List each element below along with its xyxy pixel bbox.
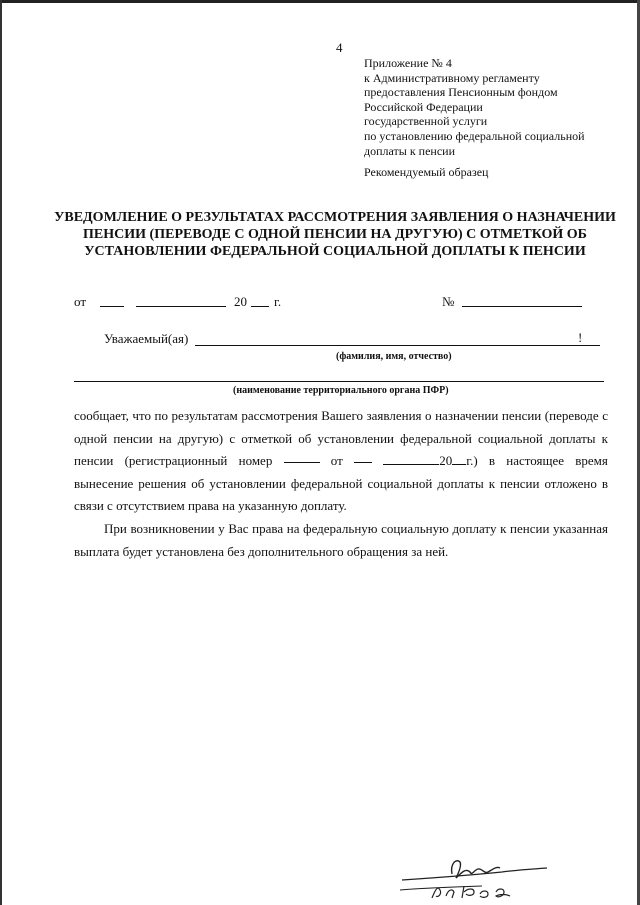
word: настоящее [506, 453, 565, 469]
paragraph-line: одной пенсии на другую) с отметкой об установлении федеральной социальной доплаты к [74, 430, 608, 446]
word: г.) [466, 453, 478, 469]
paragraph-line: вынесение решения об установлении федеральной социальной доплаты к пенсии отложено в [74, 475, 608, 491]
appendix-header [364, 56, 624, 158]
number-label: № [442, 294, 455, 309]
paragraph-line: сообщает, что по результатам рассмотрения Вашего заявления о назначении пенсии (переводе с [74, 408, 608, 423]
paragraph-line: При возникновении у Вас права на федеральную социальную доплату к пенсии указанная [104, 521, 608, 536]
app-year-blank[interactable] [452, 452, 466, 465]
appendix-line: доплаты к пенсии [364, 143, 456, 158]
appendix-line: Приложение № 4 [364, 56, 452, 70]
year-prefix: 20 [234, 294, 247, 309]
scan-edge-top [0, 0, 640, 3]
year-suffix: г. [274, 294, 282, 309]
app-month-blank[interactable] [383, 452, 439, 465]
appendix-line: к Административному регламенту [364, 70, 540, 85]
title-line: УВЕДОМЛЕНИЕ О РЕЗУЛЬТАТАХ РАССМОТРЕНИЯ ЗАЯВЛЕНИЯ О НАЗНАЧЕНИИ [54, 210, 616, 225]
paragraph-line-with-blanks [74, 450, 608, 473]
greeting-label: Уважаемый(ая) [104, 331, 189, 346]
appendix-line: Российской Федерации [364, 99, 483, 114]
appendix-line: по установлению федеральной социальной [364, 128, 585, 143]
date-number-row [74, 294, 614, 314]
paragraph-line: связи с отсутствием права на указанную доплату. [74, 498, 347, 514]
appendix-line: предоставления Пенсионным фондом [364, 85, 558, 100]
scan-edge-left [0, 0, 2, 905]
page-number: 4 [336, 40, 343, 55]
month-blank[interactable] [136, 294, 226, 307]
number-blank[interactable] [462, 294, 582, 307]
registration-number-blank[interactable] [284, 450, 320, 463]
document-title [40, 209, 630, 260]
year-blank[interactable] [251, 294, 269, 307]
handwritten-signature-icon [392, 852, 552, 902]
territorial-body-line[interactable] [74, 381, 604, 382]
day-blank[interactable] [100, 294, 124, 307]
word: в [488, 453, 496, 469]
greeting-exclamation: ! [578, 330, 583, 345]
word: от [330, 453, 343, 469]
appendix-line: государственной услуги [364, 114, 488, 129]
paragraph-line: выплата будет установлена без дополнительного обращения за ней. [74, 543, 449, 559]
territorial-body-caption: (наименование территориального органа ПФР) [233, 385, 449, 396]
title-line: ПЕНСИИ (ПЕРЕВОДЕ С ОДНОЙ ПЕНСИИ НА ДРУГУЮ) С ОТМЕТКОЙ ОБ [83, 227, 587, 242]
recipient-name-line[interactable] [195, 345, 600, 346]
body-paragraph-1 [74, 405, 608, 518]
word: номер [238, 453, 273, 469]
word: время [575, 453, 608, 469]
word: 20 [439, 453, 453, 469]
word: пенсии [74, 453, 114, 469]
word: (регистрационный [124, 453, 228, 469]
recommended-sample-label: Рекомендуемый образец [364, 165, 489, 179]
title-line: УСТАНОВЛЕНИИ ФЕДЕРАЛЬНОЙ СОЦИАЛЬНОЙ ДОПЛАТЫ К ПЕНСИИ [84, 244, 586, 259]
app-day-blank[interactable] [354, 450, 372, 463]
date-from-label: от [74, 294, 87, 309]
recipient-name-caption: (фамилия, имя, отчество) [336, 351, 452, 362]
body-paragraph-2 [74, 518, 608, 563]
